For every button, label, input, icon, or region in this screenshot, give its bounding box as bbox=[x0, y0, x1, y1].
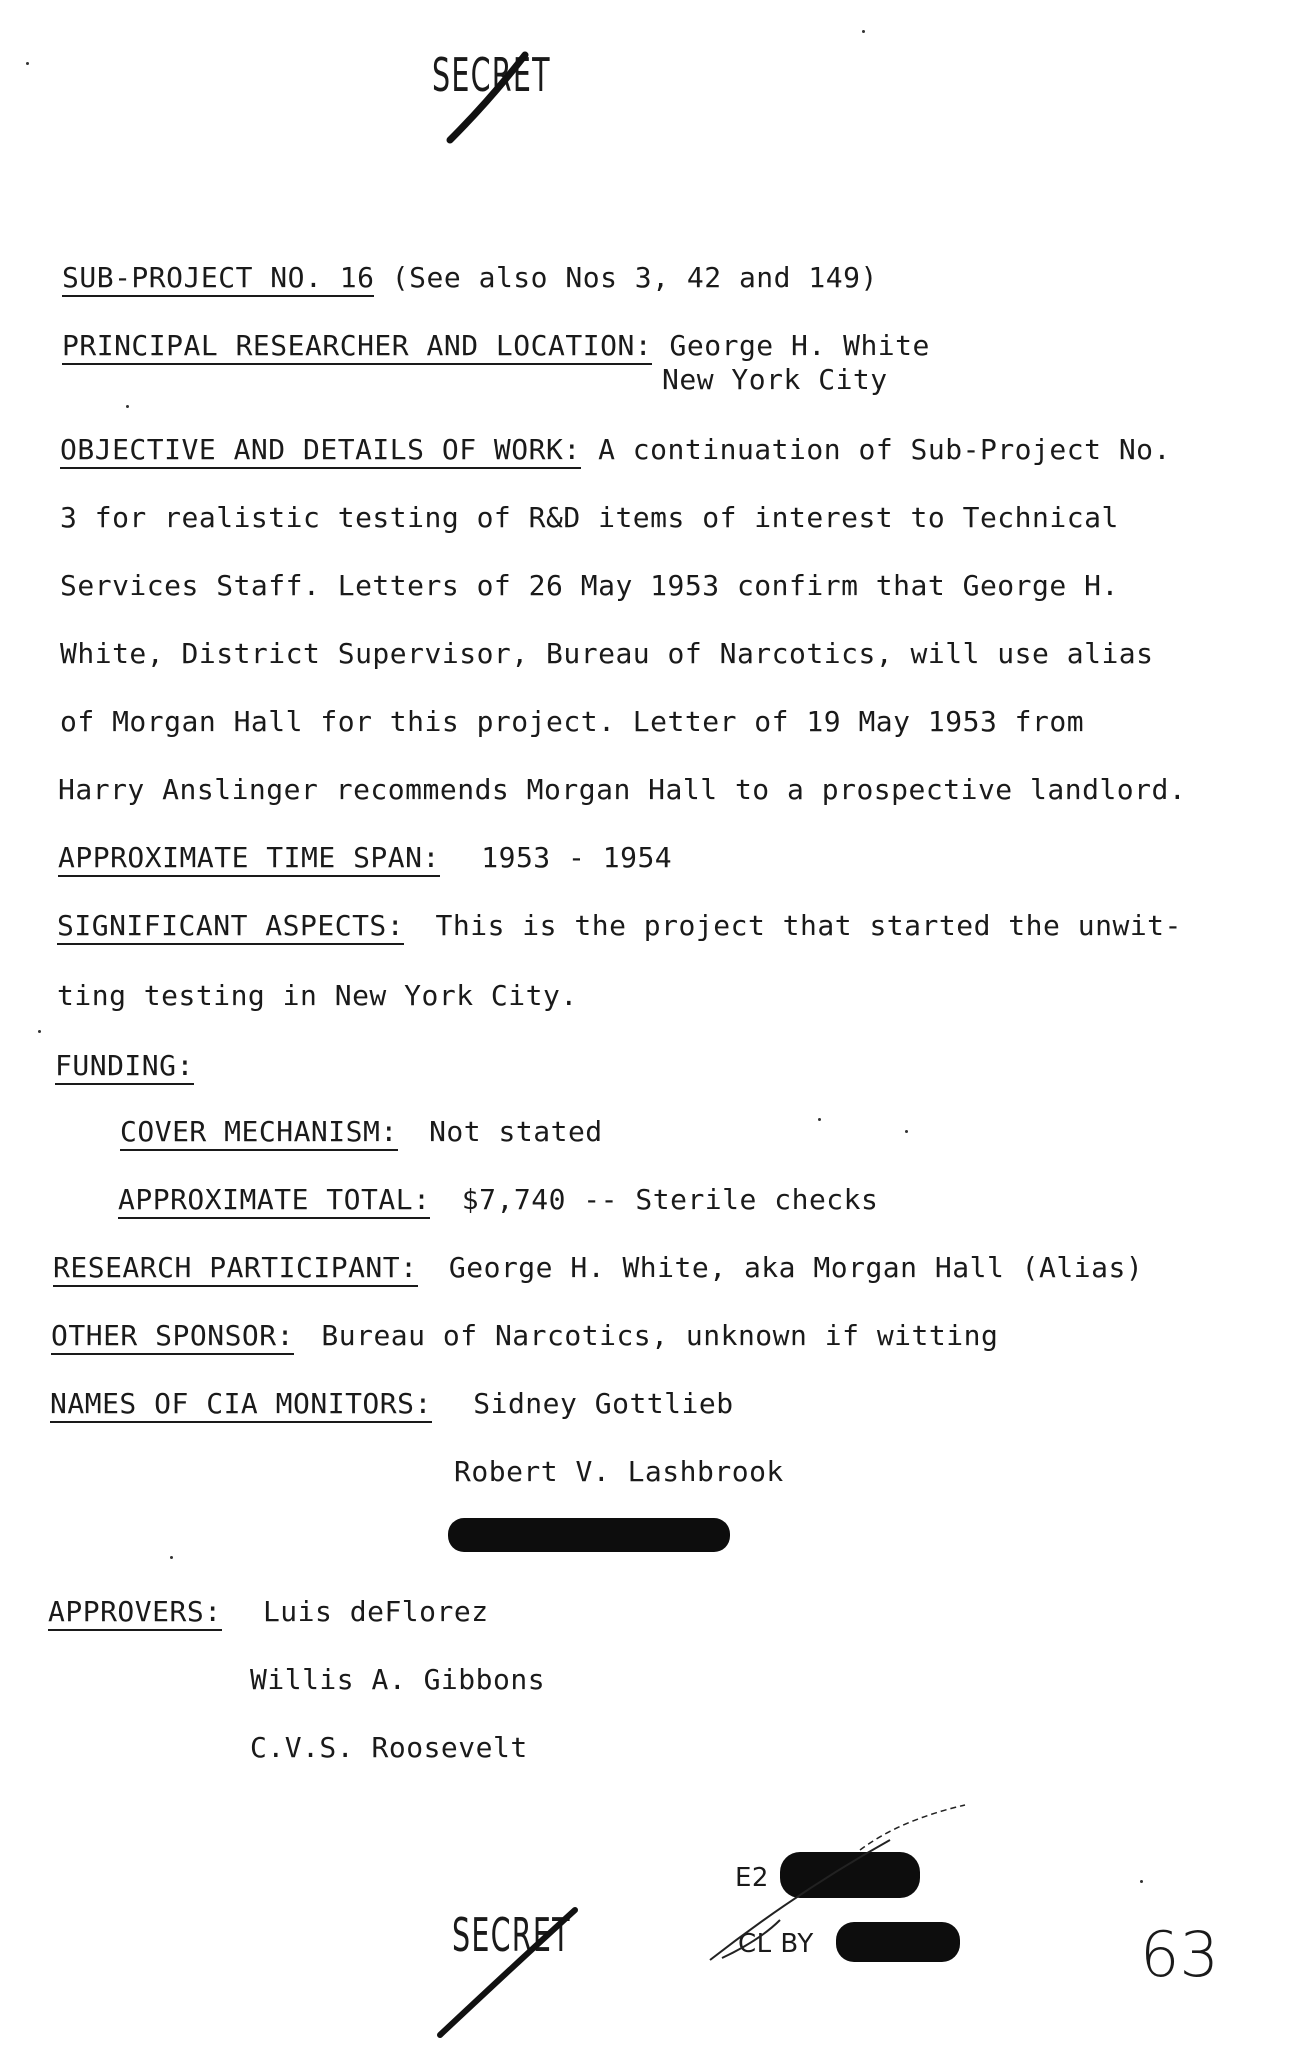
sponsor-line bbox=[51, 1318, 998, 1354]
e2-label: E2 bbox=[735, 1863, 769, 1893]
approver-name-0: Luis deFlorez bbox=[262, 1595, 489, 1628]
subproject-label: SUB-PROJECT NO. 16 bbox=[62, 261, 374, 297]
redaction-bar bbox=[448, 1518, 730, 1552]
monitors-label: NAMES OF CIA MONITORS: bbox=[50, 1387, 432, 1423]
principal-name: George H. White bbox=[669, 329, 930, 362]
stamp-strike-bottom bbox=[430, 1900, 590, 2040]
sponsor-value: Bureau of Narcotics, unknown if witting bbox=[321, 1319, 999, 1352]
significant-line-0: This is the project that started the unwit- bbox=[435, 909, 1182, 942]
significant-line-1: ting testing in New York City. bbox=[57, 979, 578, 1012]
total-label: APPROXIMATE TOTAL: bbox=[118, 1183, 430, 1219]
objective-line-1: 3 for realistic testing of R&D items of interest to Technical bbox=[60, 501, 1119, 534]
subproject-line bbox=[62, 260, 878, 296]
cover-label: COVER MECHANISM: bbox=[120, 1115, 398, 1151]
objective-line-2: Services Staff. Letters of 26 May 1953 confirm that George H. bbox=[60, 569, 1119, 602]
speck bbox=[126, 405, 129, 408]
cover-line bbox=[120, 1114, 603, 1150]
participant-line bbox=[53, 1250, 1143, 1286]
speck bbox=[170, 1556, 173, 1559]
speck bbox=[862, 30, 865, 33]
objective-line-5: Harry Anslinger recommends Morgan Hall to a prospective landlord. bbox=[58, 773, 1187, 806]
monitors-line bbox=[50, 1386, 734, 1422]
approvers-line bbox=[48, 1594, 489, 1630]
approver-name-1: Willis A. Gibbons bbox=[250, 1663, 546, 1696]
objective-line-0: A continuation of Sub-Project No. bbox=[598, 433, 1171, 466]
principal-location: New York City bbox=[662, 363, 888, 396]
significant-label: SIGNIFICANT ASPECTS: bbox=[57, 909, 404, 945]
cl-by-label: CL BY bbox=[738, 1929, 814, 1959]
subproject-note: (See also Nos 3, 42 and 149) bbox=[391, 261, 878, 294]
total-line bbox=[118, 1182, 878, 1218]
principal-label: PRINCIPAL RESEARCHER AND LOCATION: bbox=[62, 329, 652, 365]
funding-line bbox=[55, 1048, 194, 1084]
signature-strokes bbox=[700, 1790, 980, 1970]
cover-value: Not stated bbox=[429, 1115, 603, 1148]
monitor-name-0: Sidney Gottlieb bbox=[473, 1387, 734, 1420]
objective-first-line bbox=[60, 432, 1171, 468]
approvers-label: APPROVERS: bbox=[48, 1595, 222, 1631]
objective-line-4: of Morgan Hall for this project. Letter of 19 May 1953 from bbox=[60, 705, 1085, 738]
secret-stamp-bottom: SECRET bbox=[452, 1908, 571, 1962]
significant-line bbox=[57, 908, 1182, 944]
objective-label: OBJECTIVE AND DETAILS OF WORK: bbox=[60, 433, 581, 469]
participant-label: RESEARCH PARTICIPANT: bbox=[53, 1251, 418, 1287]
total-value: $7,740 -- Sterile checks bbox=[461, 1183, 879, 1216]
timespan-line bbox=[58, 840, 672, 876]
secret-stamp-top: SECRET bbox=[432, 48, 551, 102]
timespan-value: 1953 - 1954 bbox=[481, 841, 673, 874]
funding-label: FUNDING: bbox=[55, 1049, 194, 1085]
speck bbox=[26, 62, 29, 65]
speck bbox=[1140, 1880, 1143, 1883]
objective-line-3: White, District Supervisor, Bureau of Narcotics, will use alias bbox=[60, 637, 1154, 670]
principal-line bbox=[62, 328, 930, 364]
speck bbox=[905, 1130, 908, 1133]
participant-value: George H. White, aka Morgan Hall (Alias) bbox=[448, 1251, 1144, 1284]
speck bbox=[818, 1118, 821, 1121]
monitor-name-1: Robert V. Lashbrook bbox=[454, 1455, 784, 1488]
stamp-strike-top bbox=[430, 40, 540, 150]
page-number: 63 bbox=[1140, 1918, 1219, 1991]
speck bbox=[38, 1030, 41, 1033]
timespan-label: APPROXIMATE TIME SPAN: bbox=[58, 841, 440, 877]
approver-name-2: C.V.S. Roosevelt bbox=[250, 1731, 528, 1764]
sponsor-label: OTHER SPONSOR: bbox=[51, 1319, 294, 1355]
